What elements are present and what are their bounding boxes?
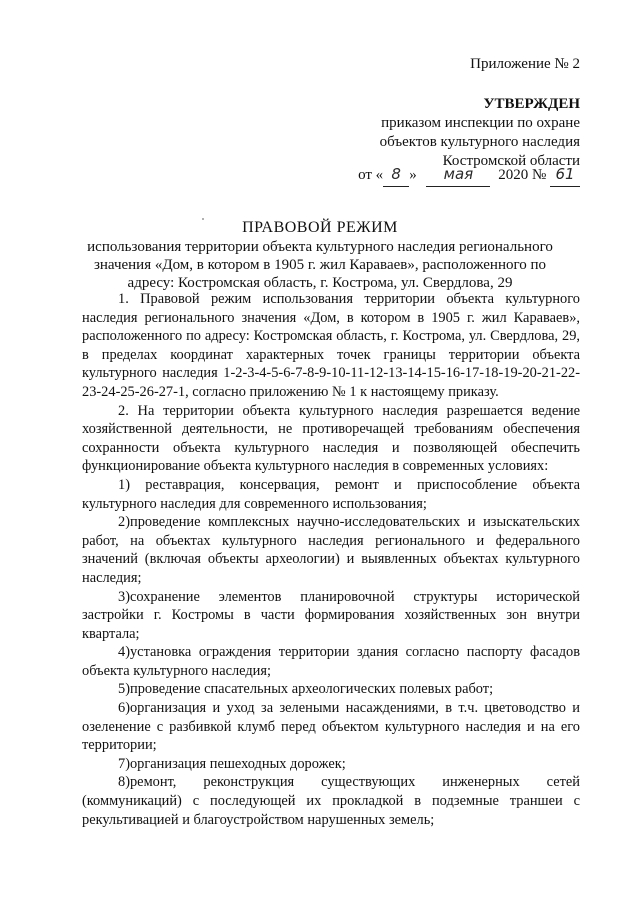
- order-date-line: [358, 162, 580, 187]
- list-item-3: 3)сохранение элементов планировочной структуры исторической застройки г. Костромы в части формирования хозяйственных зон внутри квартала;: [82, 588, 580, 642]
- document-title: ПРАВОВОЙ РЕЖИМ: [242, 219, 398, 236]
- document-subtitle-line-1: использования территории объекта культурного наследия регионального: [87, 239, 553, 255]
- appendix-label: Приложение № 2: [470, 56, 580, 72]
- approved-label: УТВЕРЖДЕН: [483, 96, 580, 112]
- list-item-1: 1) реставрация, консервация, ремонт и приспособление объекта культурного наследия для современного использования;: [82, 476, 580, 512]
- list-item-8: 8)ремонт, реконструкция существующих инженерных сетей (коммуникаций) с последующей их прокладкой в подземные траншеи с рекультивацией и благоустройством нарушенных земель;: [82, 774, 580, 828]
- date-mid: »: [409, 167, 417, 183]
- date-prefix: от «: [358, 167, 384, 183]
- date-year: 2020 №: [498, 167, 547, 183]
- document-subtitle-line-2: значения «Дом, в котором в 1905 г. жил Караваев», расположенного по: [93, 257, 547, 273]
- document-body: [82, 290, 580, 829]
- paragraph-1: 1. Правовой режим использования территории объекта культурного наследия регионального значения «Дом, в котором в 1905 г. жил Караваев», расположенного по адресу: Костромская область, г. Кострома, ул. Свердлова, 29, в пределах координат характерных точек границы территории объекта культурного наследия 1-2-3-4-5-6-7-8-9-10-11-12-13-14-15-16-17-18-19-20-21-22-23-24-25-26-27-1, согласно приложению № 1 к настоящему приказу.: [82, 291, 580, 400]
- list-item-6: 6)организация и уход за зелеными насаждениями, в т.ч. цветоводство и озеленение с разбивкой клумб перед объектом культурного наследия и на его территории;: [82, 700, 580, 754]
- list-item-7: 7)организация пешеходных дорожек;: [118, 755, 346, 772]
- order-line-2: объектов культурного наследия: [379, 134, 580, 150]
- order-number-handwritten: 61: [550, 162, 580, 187]
- date-month-handwritten: мая: [426, 162, 490, 187]
- list-item-5: 5)проведение спасательных археологических полевых работ;: [118, 681, 494, 698]
- order-line-1: приказом инспекции по охране: [381, 115, 580, 131]
- paragraph-2: 2. На территории объекта культурного наследия разрешается ведение хозяйственной деятельности, не противоречащей требованиям обеспечения сохранности объекта культурного наследия и позволяющей обеспечить функционирование объекта культурного наследия в современных условиях:: [82, 402, 580, 475]
- list-item-4: 4)установка ограждения территории здания согласно паспорту фасадов объекта культурного наследия;: [82, 644, 580, 679]
- document-subtitle-line-3: адресу: Костромская область, г. Кострома, ул. Свердлова, 29: [127, 275, 513, 291]
- list-item-2: 2)проведение комплексных научно-исследовательских и изыскательских работ, на объектах культурного наследия регионального и федерального значений (включая объекты археологии) и выявленных объектах культурного наследия;: [82, 514, 580, 586]
- date-day-handwritten: 8: [383, 162, 409, 187]
- order-line-3: Костромской области: [442, 153, 580, 169]
